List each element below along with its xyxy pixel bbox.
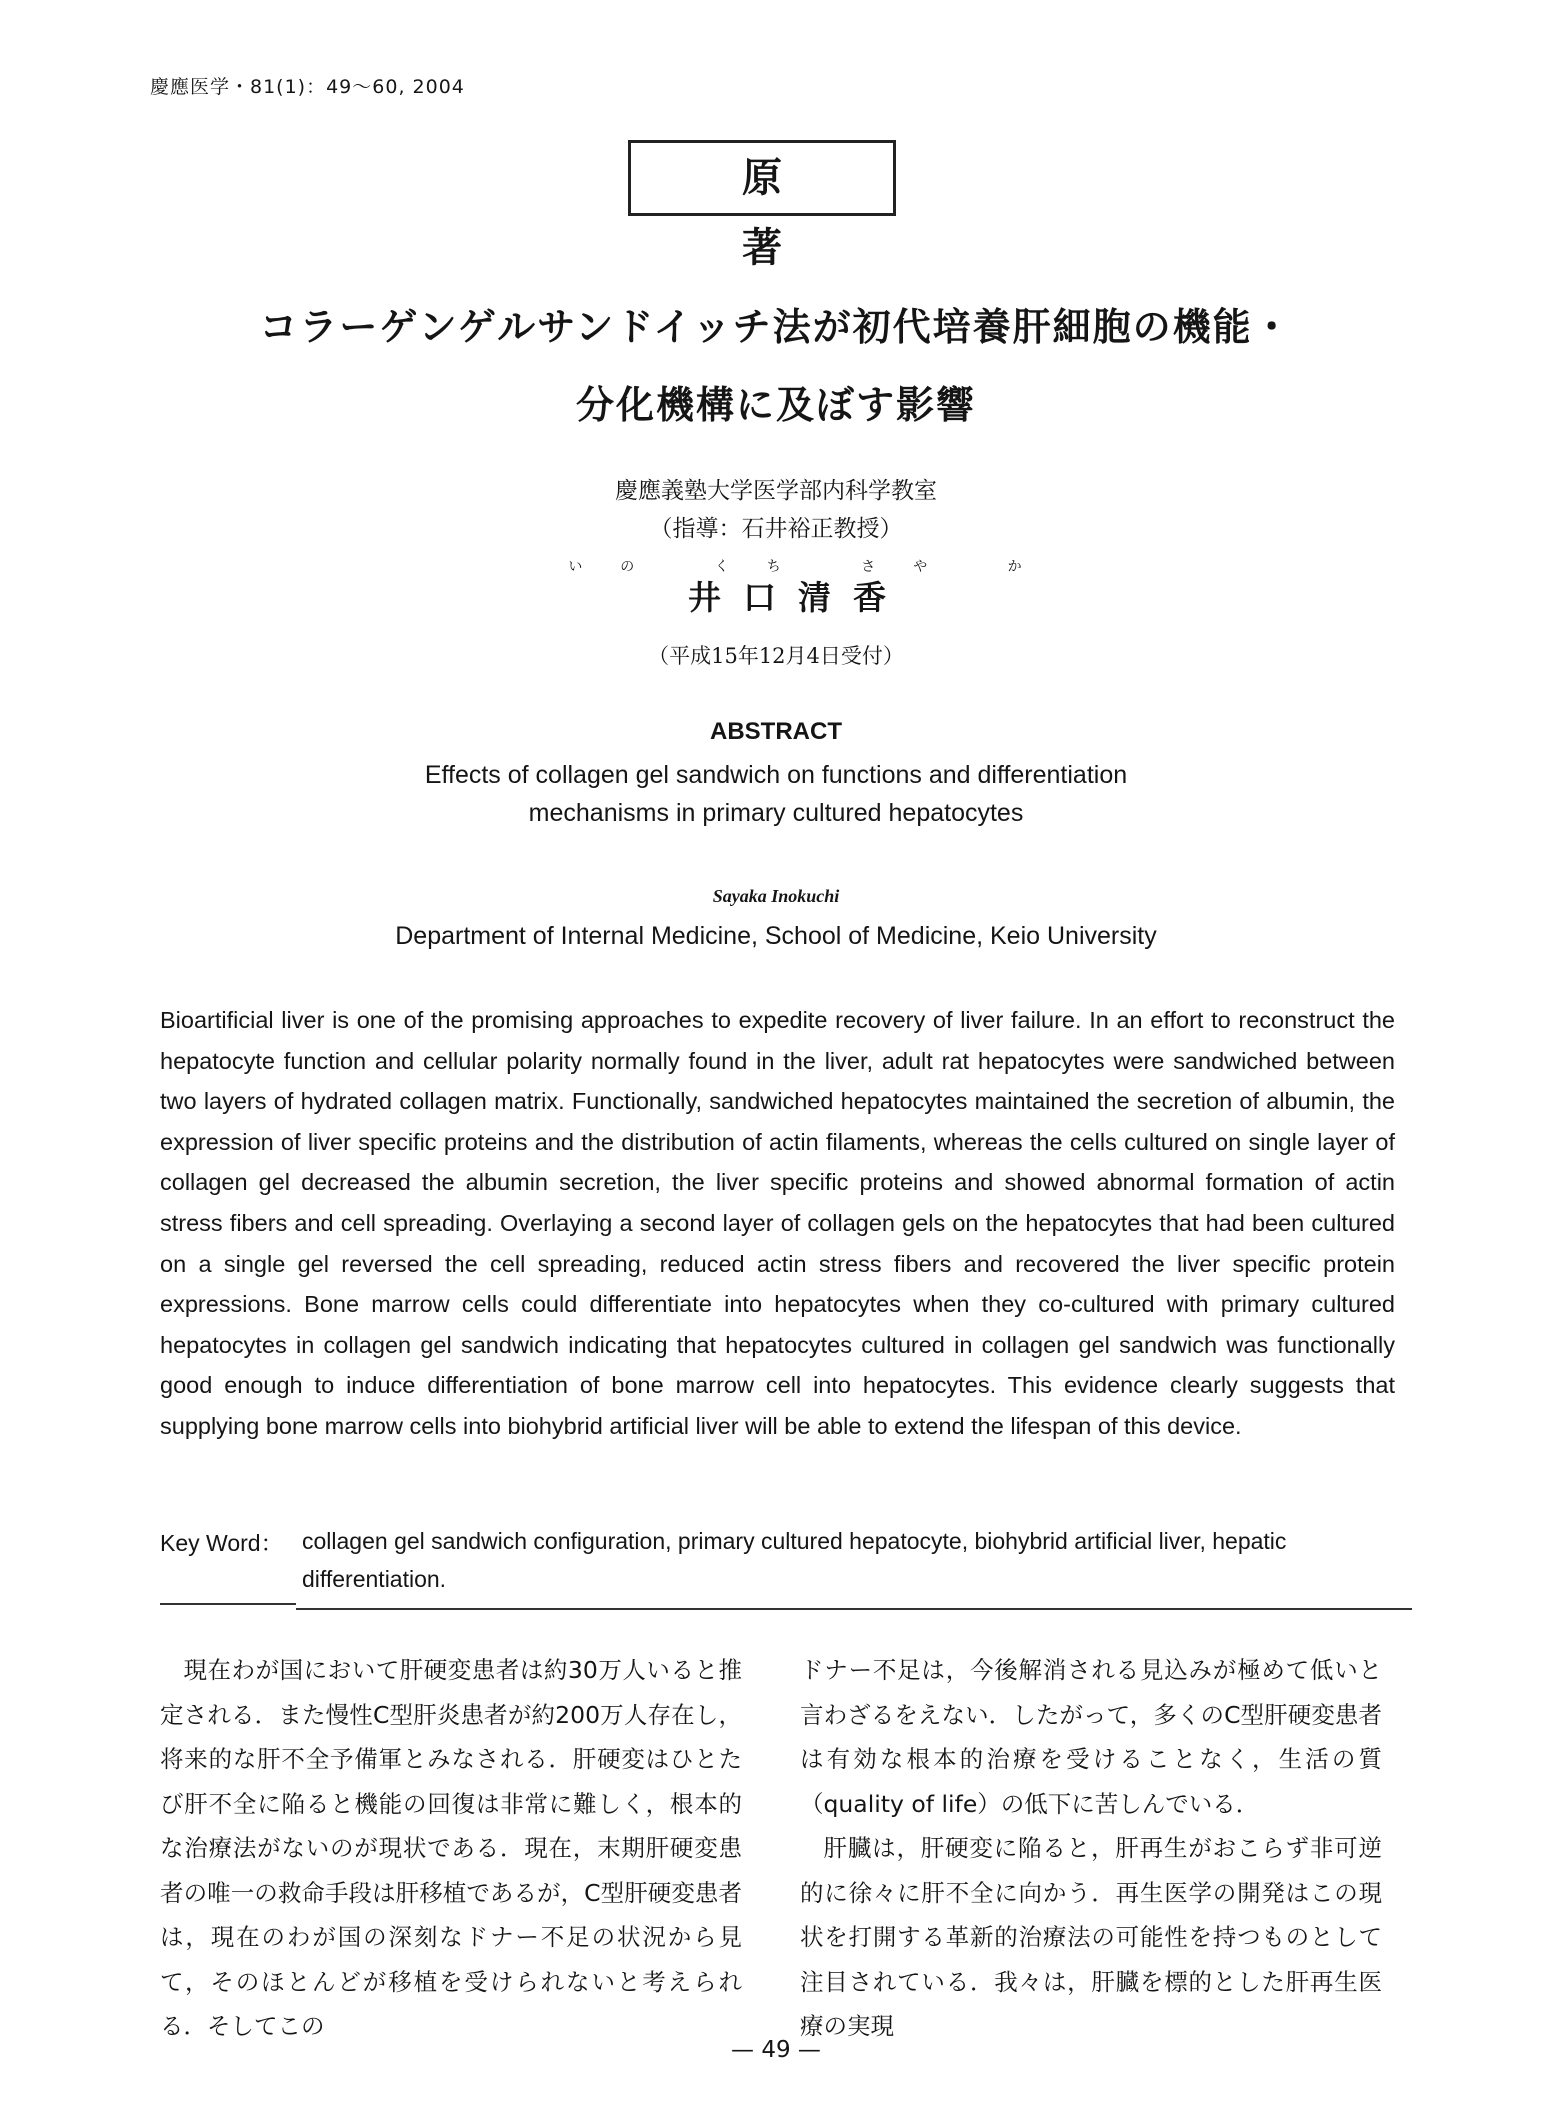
body-column-left	[160, 1648, 742, 2049]
body-paragraph: 肝臓は，肝硬変に陥ると，肝再生がおこらず非可逆的に徐々に肝不全に向かう．再生医学の開発はこの現状を打開する革新的治療法の可能性を持つものとして注目されている．我々は，肝臓を標的とした肝再生医療の実現	[800, 1834, 1382, 2040]
japanese-affiliation: 慶應義塾大学医学部内科学教室	[615, 478, 937, 504]
author-ruby: いの くち さや か	[568, 559, 1060, 575]
english-title	[150, 756, 1402, 832]
english-department: Department of Internal Medicine, School of Medicine, Keio University	[395, 922, 1157, 950]
abstract-body: Bioartificial liver is one of the promising approaches to expedite recovery of liver failure. In an effort to reconstruct the hepatocyte function and cellular polarity normally found in the liver, adult rat hepatocytes were sandwiched between two layers of hydrated collagen matrix. Functionally, sandwiched hepatocytes maintained the secretion of albumin, the expression of liver specific proteins and the distribution of actin filaments, whereas the cells cultured on single layer of collagen gel decreased the albumin secretion, the liver specific proteins and showed abnormal formation of actin stress fibers and cell spreading. Overlaying a second layer of collagen gels on the hepatocytes that had been cultured on a single gel reversed the cell spreading, reduced actin stress fibers and recovered the liver specific protein expressions. Bone marrow cells could differentiate into hepatocytes when they co-cultured with primary cultured hepatocytes in collagen gel sandwich indicating that hepatocytes cultured in collagen gel sandwich was functionally good enough to induce differentiation of bone marrow cell into hepatocytes. This evidence clearly suggests that supplying bone marrow cells into biohybrid artificial liver will be able to extend the lifespan of this device.	[160, 1007, 1395, 1439]
english-author: Sayaka Inokuchi	[712, 886, 840, 906]
body-paragraph: ドナー不足は，今後解消される見込みが極めて低いと言わざるをえない．したがって，多くのC型肝硬変患者は有効な根本的治療を受けることなく，生活の質（quality of life）の低下に苦しんでいる．	[800, 1656, 1382, 1818]
japanese-title-line-2: 分化機構に及ぼす影響	[575, 383, 976, 427]
article-type-box: 原著	[628, 140, 896, 216]
keyword-label: Key Word：	[160, 1530, 284, 1556]
keywords: collagen gel sandwich configuration, primary cultured hepatocyte, biohybrid artificial liver, hepatic differentiation.	[302, 1528, 1287, 1592]
body-column-right	[800, 1648, 1382, 2049]
page-number: — 49 —	[731, 2037, 821, 2063]
abstract-heading: ABSTRACT	[710, 718, 842, 745]
japanese-advisor: （指導：石井裕正教授）	[649, 516, 903, 542]
divider-short	[160, 1603, 296, 1605]
japanese-title-line-1: コラーゲンゲルサンドイッチ法が初代培養肝細胞の機能・	[259, 305, 1293, 349]
received-date: （平成15年12月4日受付）	[648, 644, 904, 668]
body-paragraph: 現在わが国において肝硬変患者は約30万人いると推定される．また慢性C型肝炎患者が約200万人存在し，将来的な肝不全予備軍とみなされる．肝硬変はひとたび肝不全に陥ると機能の回復は非常に難しく，根本的な治療法がないのが現状である．現在，末期肝硬変患者の唯一の救命手段は肝移植であるが，C型肝硬変患者は，現在のわが国の深刻なドナー不足の状況から見て，そのほとんどが移植を受けられないと考えられる．そしてこの	[160, 1656, 742, 2040]
divider-long	[296, 1608, 1412, 1610]
english-title-text: Effects of collagen gel sandwich on functions and differentiation mechanisms in primary cultured hepatocytes	[424, 761, 1128, 827]
japanese-author: 井口清香	[688, 578, 908, 617]
journal-citation: 慶應医学・81(1)：49〜60, 2004	[150, 76, 465, 98]
